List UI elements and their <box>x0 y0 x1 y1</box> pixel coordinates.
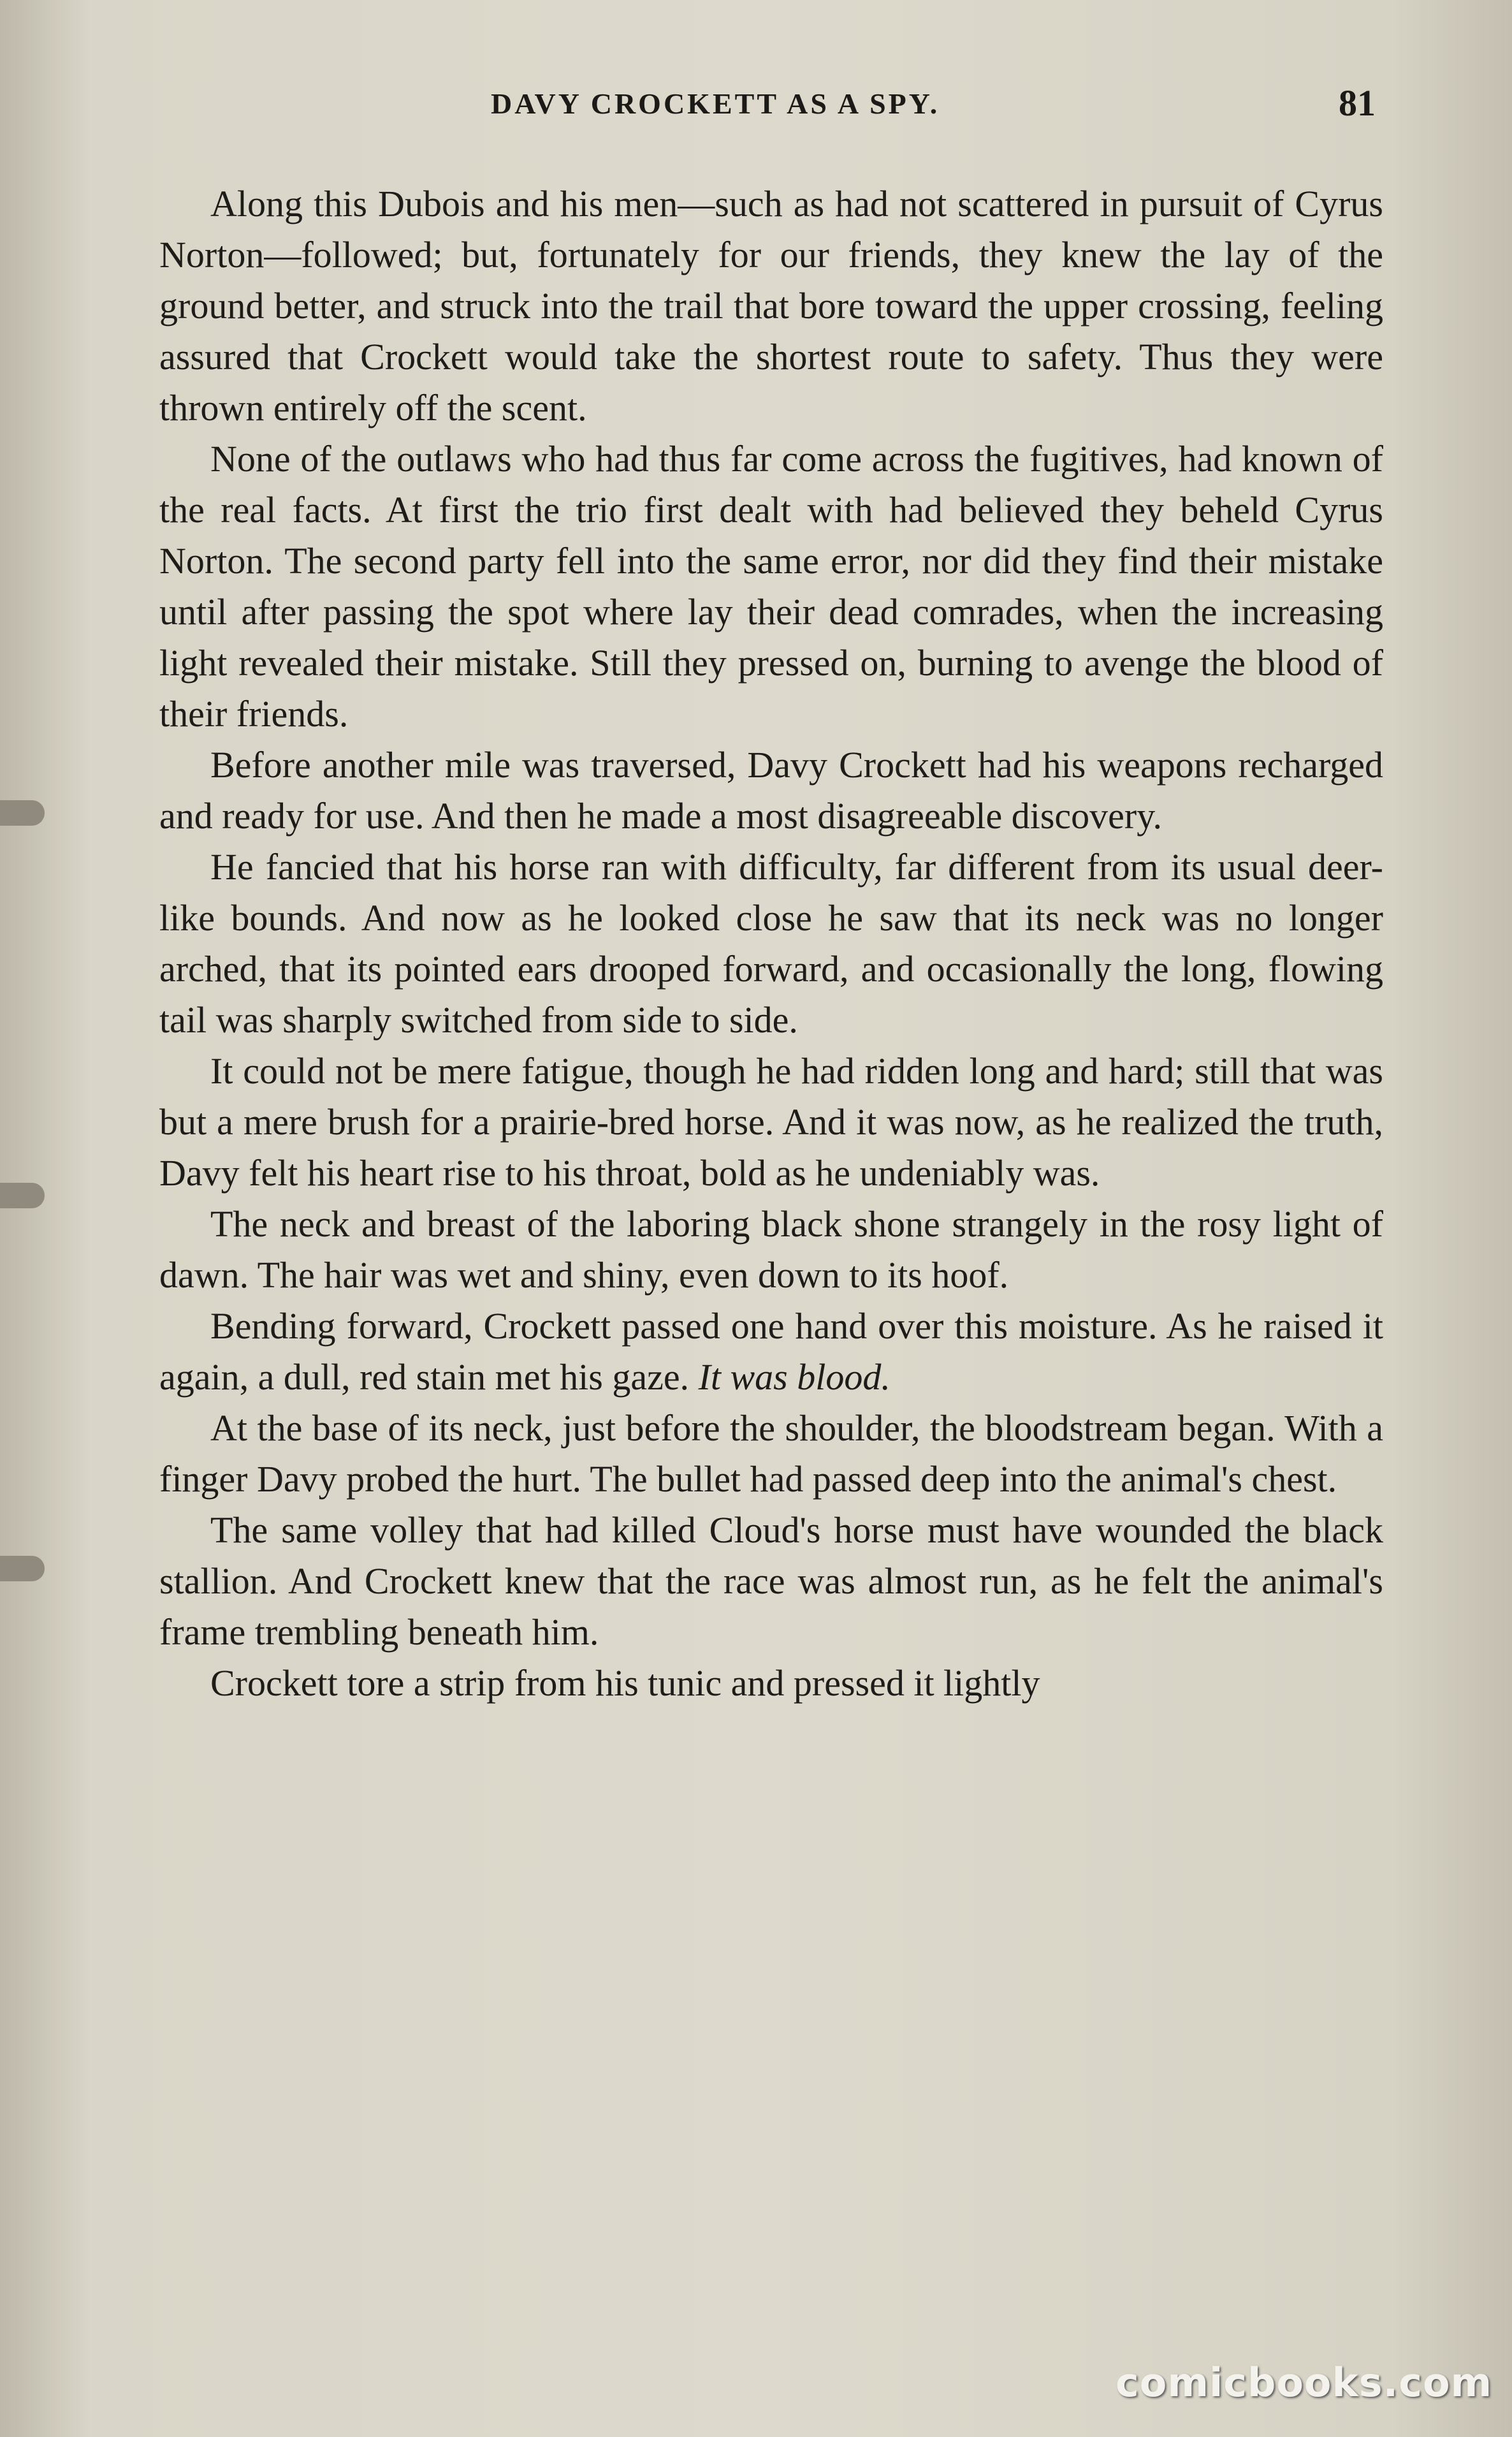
paragraph: Before another mile was traversed, Davy Crockett had his weapons recharged and ready for use. And then he made a most disagreeable discovery. <box>159 744 1383 837</box>
paragraph: It could not be mere fatigue, though he had ridden long and hard; still that was but a mere brush for a prairie-bred horse. And it was now, as he realized the truth, Davy felt his heart rise to his throat, bold as he undeniably was. <box>159 1050 1383 1194</box>
body-text <box>159 179 1383 1709</box>
paragraph: None of the outlaws who had thus far come across the fugitives, had known of the real facts. At first the trio first dealt with had believed they beheld Cyrus Norton. The second party fell into the same error, nor did they find their mistake until after passing the spot where lay their dead comrades, when the increasing light revealed their mistake. Still they pressed on, burning to avenge the blood of their friends. <box>159 438 1383 735</box>
paragraph: The neck and breast of the laboring black shone strangely in the rosy light of dawn. The hair was wet and shiny, even down to its hoof. <box>159 1203 1383 1296</box>
paragraph: The same volley that had killed Cloud's horse must have wounded the black stallion. And Crockett knew that the race was almost run, as he felt the animal's frame trembling beneath him. <box>159 1509 1383 1653</box>
paragraph: Crockett tore a strip from his tunic and pressed it lightly <box>210 1662 1040 1704</box>
paragraph: At the base of its neck, just before the shoulder, the bloodstream began. With a finger Davy probed the hurt. The bullet had passed deep into the animal's chest. <box>159 1407 1383 1500</box>
page-number: 81 <box>1339 82 1376 124</box>
paragraph: He fancied that his horse ran with difficulty, far different from its usual deer-like bounds. And now as he looked close he saw that its neck was no longer arched, that its pointed ears drooped forward, and occasionally the long, flowing tail was sharply switched from side to side. <box>159 846 1383 1041</box>
binding-hole-top <box>0 800 45 826</box>
paragraph-blood-text: Bending forward, Crockett passed one hand over this moisture. As he raised it again, a dull, red stain met his gaze. <box>159 1305 1383 1398</box>
paragraph-blood-italic: It was blood. <box>698 1356 890 1398</box>
page-header <box>0 82 1512 139</box>
binding-hole-middle <box>0 1183 45 1208</box>
binding-hole-bottom <box>0 1556 45 1581</box>
running-head: DAVY CROCKETT AS A SPY. <box>491 87 940 120</box>
paragraph: Along this Dubois and his men—such as had not scattered in pursuit of Cyrus Norton—followed; but, fortunately for our friends, they knew the lay of the ground better, and struck into the trail that bore toward the upper crossing, feeling assured that Crockett would take the shortest route to safety. Thus they were thrown entirely off the scent. <box>159 183 1383 428</box>
paragraph-blood <box>159 1301 1383 1403</box>
watermark: comicbooks.com <box>1116 2359 1493 2406</box>
